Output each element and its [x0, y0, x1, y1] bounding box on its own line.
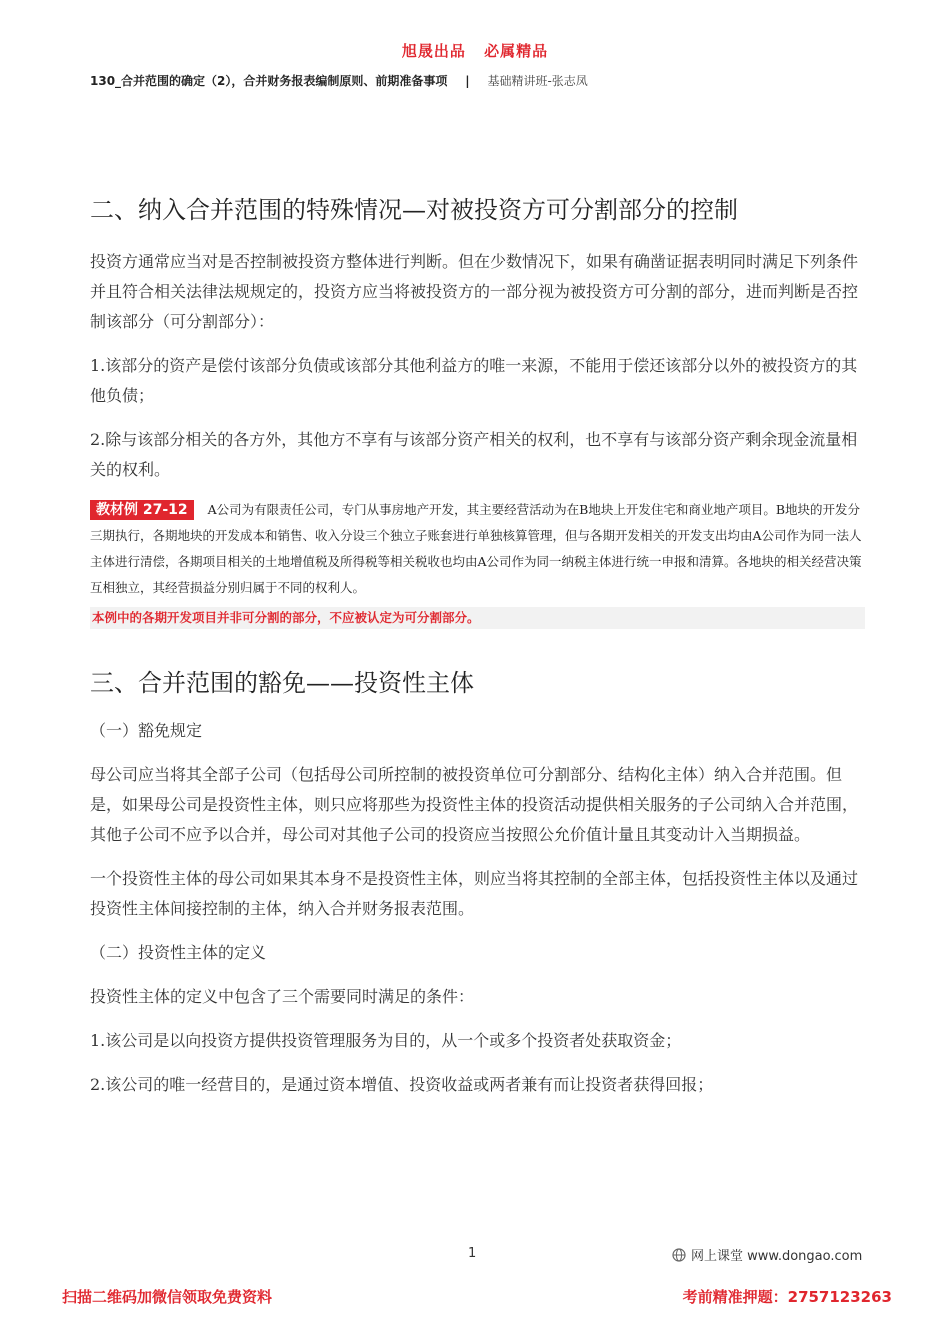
- wechat-promo: 扫描二维码加微信领取免费资料: [62, 1288, 273, 1306]
- section-3-title: 三、合并范围的豁免——投资性主体: [90, 669, 474, 697]
- brand-left: 旭晟出品: [401, 42, 466, 60]
- section-2-title: 二、纳入合并范围的特殊情况—对被投资方可分割部分的控制: [90, 196, 738, 224]
- class-name: 基础精讲班-张志凤: [487, 74, 588, 88]
- condition-item-1: 1.该部分的资产是偿付该部分负债或该部分其他利益方的唯一来源，不能用于偿还该部分以外的被投资方的其他负债；: [90, 356, 858, 405]
- definition-condition-2: 2.该公司的唯一经营目的，是通过资本增值、投资收益或两者兼有而让投资者获得回报；: [90, 1075, 714, 1094]
- document-body: [90, 190, 865, 1100]
- example-conclusion: 本例中的各期开发项目并非可分割的部分，不应被认定为可分割部分。: [90, 607, 865, 629]
- globe-icon: [672, 1248, 686, 1262]
- exemption-para-1: 母公司应当将其全部子公司（包括母公司所控制的被投资单位可分割部分、结构化主体）纳入合并范围。但是，如果母公司是投资性主体，则只应将那些为投资性主体的投资活动提供相关服务的子公司纳入合并范围，其他子公司不应予以合并，母公司对其他子公司的投资应当按照公允价值计量且其变动计入当期损益。: [90, 765, 859, 844]
- example-badge: 教材例 27-12: [90, 500, 194, 520]
- qq-promo: 考前精准押题：2757123263: [682, 1288, 892, 1306]
- example-text: A公司为有限责任公司，专门从事房地产开发，其主要经营活动为在B地块上开发住宅和商业地产项目。B地块的开发分三期执行，各期地块的开发成本和销售、收入分设三个独立子账套进行单独核算管理，但与各期开发相关的开发支出均由A公司作为同一法人主体进行清偿，各期项目相关的土地增值税及所得税等相关税收也均由A公司作为同一纳税主体进行统一申报和清算。各地块的相关经营决策互相独立，其经营损益分别归属于不同的权利人。: [90, 502, 862, 595]
- lesson-title: 130_合并范围的确定（2），合并财务报表编制原则、前期准备事项: [90, 74, 448, 88]
- subheading-definition: （二）投资性主体的定义: [90, 943, 267, 962]
- course-header: [90, 72, 588, 89]
- page-number: 1: [468, 1246, 477, 1261]
- brand-banner: [0, 40, 950, 61]
- brand-right: 必属精品: [484, 42, 549, 60]
- condition-item-2: 2.除与该部分相关的各方外，其他方不享有与该部分资产相关的权利，也不享有与该部分资产剩余现金流量相关的权利。: [90, 430, 858, 479]
- section-2-intro: 投资方通常应当对是否控制被投资方整体进行判断。但在少数情况下，如果有确凿证据表明同时满足下列条件并且符合相关法律法规规定的，投资方应当将被投资方的一部分视为被投资方可分割的部分，进而判断是否控制该部分（可分割部分）：: [90, 252, 859, 331]
- textbook-example: [90, 497, 865, 601]
- exemption-para-2: 一个投资性主体的母公司如果其本身不是投资性主体，则应当将其控制的全部主体，包括投资性主体以及通过投资性主体间接控制的主体，纳入合并财务报表范围。: [90, 869, 859, 918]
- header-separator: |: [465, 74, 470, 88]
- definition-condition-1: 1.该公司是以向投资方提供投资管理服务为目的，从一个或多个投资者处获取资金；: [90, 1031, 682, 1050]
- definition-intro: 投资性主体的定义中包含了三个需要同时满足的条件：: [90, 987, 475, 1006]
- subheading-exemption: （一）豁免规定: [90, 721, 203, 740]
- site-text: 网上课堂 www.dongao.com: [691, 1249, 863, 1264]
- site-link[interactable]: [672, 1245, 862, 1264]
